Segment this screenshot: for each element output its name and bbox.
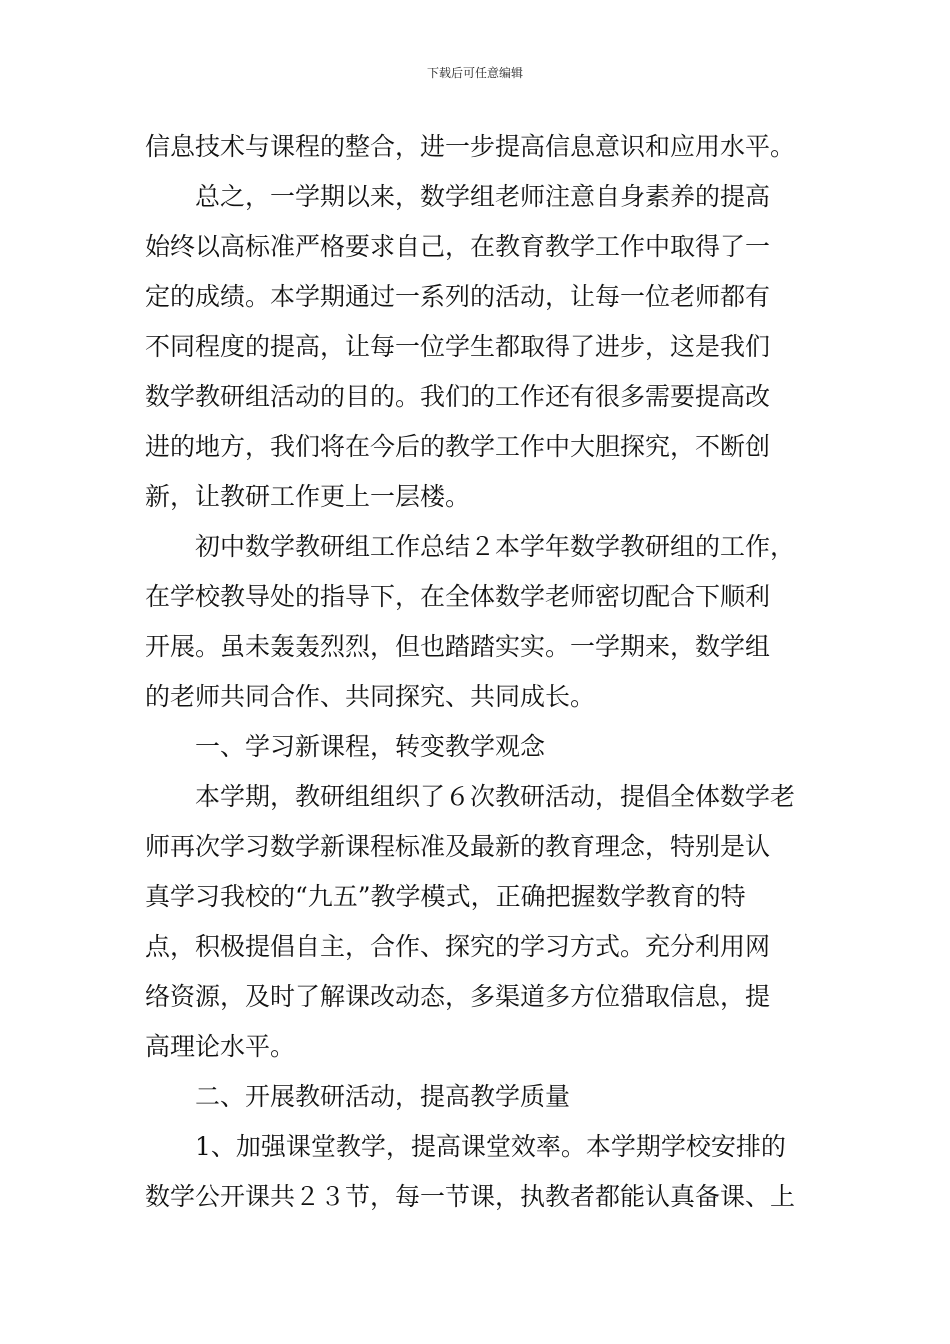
- text-line: 数学公开课共２３节，每一节课，执教者都能认真备课、上: [145, 1182, 796, 1211]
- text-line: 高理论水平。: [145, 1032, 296, 1061]
- text-line: 真学习我校的“九五”教学模式，正确把握数学教育的特: [145, 882, 746, 911]
- text-line: 进的地方，我们将在今后的教学工作中大胆探究，不断创: [145, 432, 771, 461]
- section-heading: 二、开展教研活动，提高教学质量: [195, 1082, 571, 1111]
- text-line: 数学教研组活动的目的。我们的工作还有很多需要提高改: [145, 382, 771, 411]
- text-line: 的老师共同合作、共同探究、共同成长。: [145, 682, 596, 711]
- text-line: 本学期，教研组组织了６次教研活动，提倡全体数学老: [195, 782, 796, 811]
- page-header-note: 下载后可任意编辑: [426, 66, 523, 80]
- text-line: 点，积极提倡自主，合作、探究的学习方式。充分利用网: [145, 932, 771, 961]
- text-line: 新，让教研工作更上一层楼。: [145, 482, 471, 511]
- text-line: 络资源，及时了解课改动态，多渠道多方位猎取信息，提: [145, 982, 771, 1011]
- text-line: 师再次学习数学新课程标准及最新的教育理念，特别是认: [145, 832, 771, 861]
- text-line: 初中数学教研组工作总结２本学年数学教研组的工作，: [195, 532, 796, 561]
- text-line: 总之，一学期以来，数学组老师注意自身素养的提高: [195, 182, 771, 211]
- text-line: 不同程度的提高，让每一位学生都取得了进步，这是我们: [145, 332, 771, 361]
- text-line: 1、加强课堂教学，提高课堂效率。本学期学校安排的: [195, 1132, 786, 1161]
- text-line: 在学校教导处的指导下，在全体数学老师密切配合下顺利: [145, 582, 771, 611]
- text-line: 开展。虽未轰轰烈烈，但也踏踏实实。一学期来，数学组: [145, 632, 771, 661]
- text-line: 信息技术与课程的整合，进一步提高信息意识和应用水平。: [145, 132, 796, 161]
- section-heading: 一、学习新课程，转变教学观念: [195, 732, 546, 761]
- text-line: 始终以高标准严格要求自己，在教育教学工作中取得了一: [145, 232, 771, 261]
- text-line: 定的成绩。本学期通过一系列的活动，让每一位老师都有: [145, 282, 771, 311]
- document-body: [145, 122, 807, 1222]
